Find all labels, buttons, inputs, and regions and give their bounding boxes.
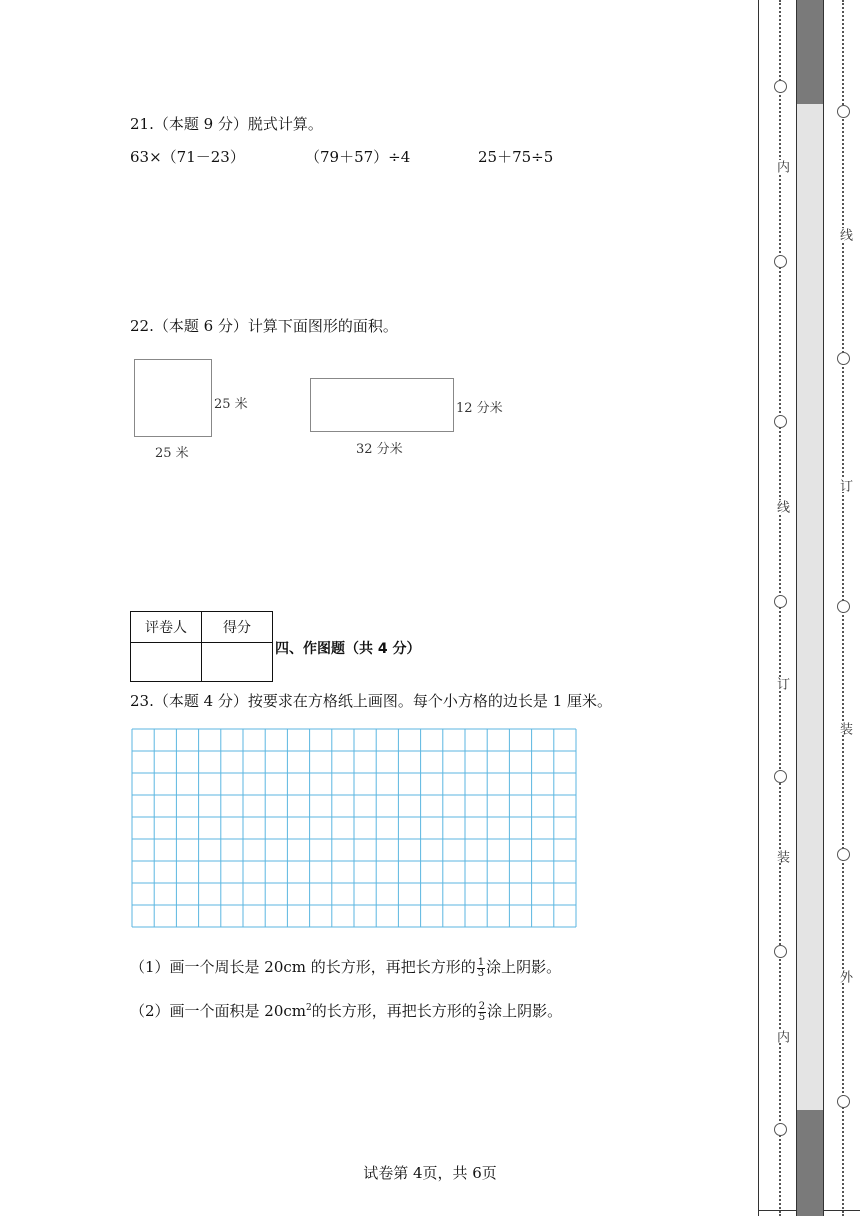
q23-sub1-end: 涂上阴影。 (486, 958, 562, 976)
inner-binding-line (770, 0, 792, 1216)
square-side-label: 25 米 (214, 397, 248, 412)
q22-title: 22.（本题 6 分）计算下面图形的面积。 (130, 317, 398, 335)
page-footer: 试卷第 4页，共 6页 (363, 1164, 497, 1182)
squared-sup: 2 (306, 1003, 312, 1013)
outer-binding-line (833, 0, 855, 1216)
q23-sub2-text: （2）画一个面积是 20cm (130, 1002, 307, 1020)
outer-label-ding: 订 (837, 479, 852, 492)
binding-circle-icon (774, 945, 787, 958)
rectangle-height-label: 12 分米 (456, 401, 503, 416)
inner-label-nei: 内 (774, 160, 789, 173)
q23-sub2 (130, 1000, 562, 1023)
q21-expression-3: 25＋75÷5 (478, 148, 554, 166)
section-title: 四、作图题（共 4 分） (275, 641, 421, 657)
rectangle-figure (310, 378, 454, 432)
binding-circle-icon (774, 595, 787, 608)
binding-circle-icon (837, 848, 850, 861)
binding-circle-icon (774, 1123, 787, 1136)
q23-sub2-mid: 的长方形，再把长方形的 (311, 1002, 477, 1020)
binding-circle-icon (837, 1095, 850, 1108)
margin-border-left (758, 0, 759, 1216)
score-cell[interactable] (202, 643, 273, 682)
binding-circle-icon (774, 770, 787, 783)
q23-sub1 (130, 956, 561, 979)
binding-circle-icon (774, 80, 787, 93)
fraction-one-third: $\frac{1}{3}$ (477, 956, 485, 979)
q21-title: 21.（本题 9 分）脱式计算。 (130, 115, 323, 133)
binding-circle-icon (837, 105, 850, 118)
square-figure (134, 359, 212, 437)
inner-label-xian: 线 (774, 500, 789, 513)
binding-circle-icon (837, 352, 850, 365)
q23-sub2-end: 涂上阴影。 (487, 1002, 563, 1020)
binding-circle-icon (774, 415, 787, 428)
inner-label-zhuang: 装 (774, 850, 789, 863)
binding-strip-bottom-dark (797, 1110, 823, 1216)
score-table (130, 611, 273, 682)
outer-label-zhuang: 装 (837, 722, 852, 735)
binding-circle-icon (774, 255, 787, 268)
rectangle-width-label: 32 分米 (356, 442, 403, 457)
binding-strip-top-dark (797, 0, 823, 104)
q23-sub1-text: （1）画一个周长是 20cm 的长方形，再把长方形的 (130, 958, 476, 976)
inner-label-ding: 订 (774, 677, 789, 690)
q21-expression-1: 63×（71－23） (130, 148, 245, 166)
score-header: 得分 (202, 612, 273, 643)
outer-label-wai: 外 (837, 970, 852, 983)
fraction-two-fifths: $\frac{2}{5}$ (478, 1000, 486, 1023)
grader-cell[interactable] (131, 643, 202, 682)
outer-label-xian: 线 (837, 228, 852, 241)
binding-strip (796, 0, 824, 1216)
grid-paper[interactable] (131, 728, 577, 928)
q23-title: 23.（本题 4 分）按要求在方格纸上画图。每个小方格的边长是 1 厘米。 (130, 692, 613, 710)
q21-expression-2: （79＋57）÷4 (305, 148, 411, 166)
square-bottom-label: 25 米 (155, 446, 189, 461)
grader-header: 评卷人 (131, 612, 202, 643)
binding-circle-icon (837, 600, 850, 613)
binding-strip-middle (797, 104, 823, 1110)
inner-label-nei-2: 内 (774, 1030, 789, 1043)
